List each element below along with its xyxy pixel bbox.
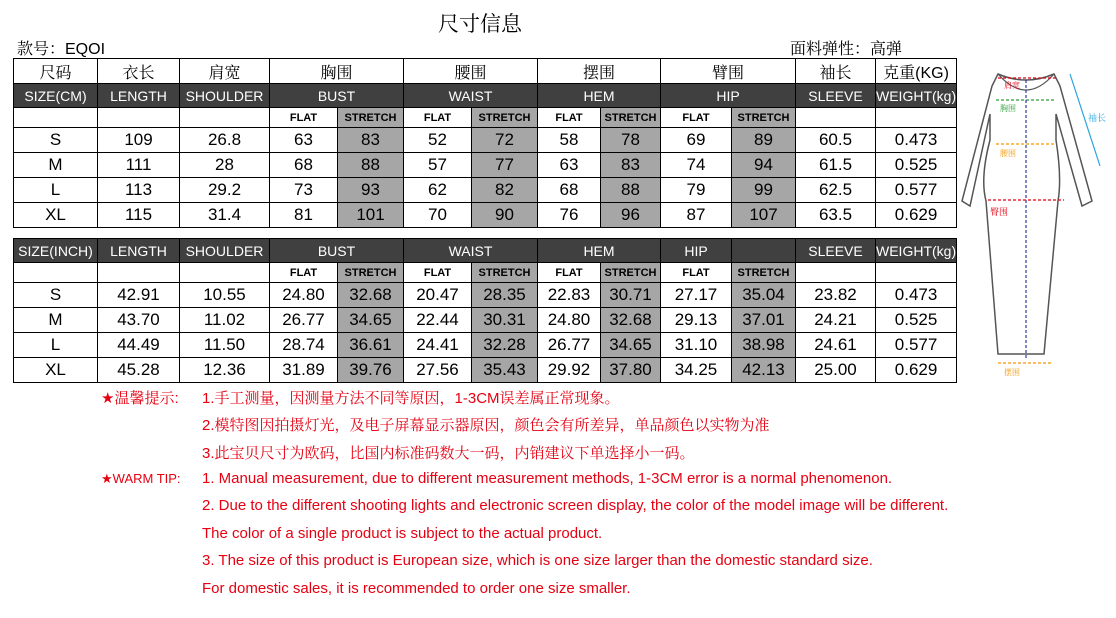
value-cell: 83 (601, 153, 661, 178)
measurement-diagram (960, 66, 1107, 391)
header-cn-waist: 腰围 (404, 59, 538, 84)
label-bust: 胸围 (1000, 104, 1016, 113)
value-cell: 27.56 (404, 358, 472, 383)
value-cell: 34.65 (338, 308, 404, 333)
value-cell: 70 (404, 203, 472, 228)
value-cell: 0.577 (876, 333, 957, 358)
label-shoulder: 肩宽 (1004, 81, 1020, 90)
header-en-hip: HIP (661, 239, 732, 263)
value-cell: 25.00 (796, 358, 876, 383)
value-cell: 60.5 (796, 128, 876, 153)
value-cell: 62 (404, 178, 472, 203)
value-cell: 38.98 (732, 333, 796, 358)
header-en-length: LENGTH (98, 239, 180, 263)
note-cn-2: 2.模特图因拍摄灯光，及电子屏幕显示器原因，颜色会有所差异，单品颜色以实物为准 (202, 417, 770, 434)
header-cn-shoulder: 肩宽 (180, 59, 270, 84)
table-row (14, 308, 957, 333)
header-en-length: LENGTH (98, 84, 180, 108)
header-cn-bust: 胸围 (270, 59, 404, 84)
warm-tip-en-label: ★WARM TIP: (101, 471, 181, 486)
table-row (14, 283, 957, 308)
value-cell: 0.629 (876, 203, 957, 228)
style-number: 款号：EQOI (17, 41, 106, 58)
label-hem: 摆围 (1004, 368, 1020, 377)
header-en-bust: BUST (270, 84, 404, 108)
header-cn-weight: 克重(KG) (876, 59, 957, 84)
value-cell: 32.28 (472, 333, 538, 358)
value-cell: 57 (404, 153, 472, 178)
value-cell: 94 (732, 153, 796, 178)
value-cell: 99 (732, 178, 796, 203)
table-row (14, 333, 957, 358)
note-en-2b: The color of a single product is subject to the actual product. (202, 525, 603, 542)
subheader-row (14, 108, 957, 128)
value-cell: 115 (98, 203, 180, 228)
note-en-1: 1. Manual measurement, due to different measurement methods, 1-3CM error is a normal phenomenon. (202, 470, 893, 487)
stretch-label: STRETCH (472, 263, 538, 283)
value-cell: 22.44 (404, 308, 472, 333)
flat-label: FLAT (538, 263, 601, 283)
value-cell: 32.68 (601, 308, 661, 333)
value-cell: 74 (661, 153, 732, 178)
value-cell: 30.31 (472, 308, 538, 333)
value-cell: 11.02 (180, 308, 270, 333)
stretch-label: STRETCH (732, 108, 796, 128)
label-waist: 腰围 (1000, 149, 1016, 158)
flat-label: FLAT (404, 263, 472, 283)
value-cell: 30.71 (601, 283, 661, 308)
value-cell: 73 (270, 178, 338, 203)
header-en-shoulder: SHOULDER (180, 239, 270, 263)
table-row (14, 203, 957, 228)
warm-tip-cn-label: ★温馨提示: (101, 390, 179, 407)
header-cn-hem: 摆围 (538, 59, 661, 84)
value-cell: 37.80 (601, 358, 661, 383)
value-cell: 43.70 (98, 308, 180, 333)
value-cell: 34.65 (601, 333, 661, 358)
page-title: 尺寸信息 (438, 13, 522, 36)
header-en-hip: HIP (661, 84, 796, 108)
note-en-3b: For domestic sales, it is recommended to order one size smaller. (202, 580, 631, 597)
value-cell: 96 (601, 203, 661, 228)
value-cell: 113 (98, 178, 180, 203)
table-row (14, 128, 957, 153)
value-cell: 88 (601, 178, 661, 203)
value-cell: 107 (732, 203, 796, 228)
header-cn-arm: 臂围 (661, 59, 796, 84)
stretch-label: STRETCH (338, 108, 404, 128)
stretch-label: STRETCH (732, 263, 796, 283)
flat-label: FLAT (661, 263, 732, 283)
size-cell: S (14, 283, 98, 308)
size-cell: L (14, 178, 98, 203)
header-en-weight: WEIGHT(kg) (876, 239, 957, 263)
value-cell: 24.80 (538, 308, 601, 333)
value-cell: 26.8 (180, 128, 270, 153)
value-cell: 72 (472, 128, 538, 153)
value-cell: 0.577 (876, 178, 957, 203)
value-cell: 78 (601, 128, 661, 153)
header-cn-length: 衣长 (98, 59, 180, 84)
value-cell: 63.5 (796, 203, 876, 228)
value-cell: 22.83 (538, 283, 601, 308)
note-cn-1: 1.手工测量，因测量方法不同等原因，1-3CM误差属正常现象。 (202, 390, 620, 407)
value-cell: 39.76 (338, 358, 404, 383)
value-cell: 26.77 (270, 308, 338, 333)
flat-label: FLAT (661, 108, 732, 128)
value-cell: 29.92 (538, 358, 601, 383)
value-cell: 24.21 (796, 308, 876, 333)
value-cell: 101 (338, 203, 404, 228)
stretch-label: STRETCH (601, 263, 661, 283)
value-cell: 81 (270, 203, 338, 228)
header-en-hem: HEM (538, 239, 661, 263)
header-en-waist: WAIST (404, 239, 538, 263)
value-cell: 24.80 (270, 283, 338, 308)
header-en-waist: WAIST (404, 84, 538, 108)
label-hip: 臀围 (990, 207, 1009, 217)
table-row (14, 358, 957, 383)
value-cell: 109 (98, 128, 180, 153)
value-cell: 28.74 (270, 333, 338, 358)
flat-label: FLAT (270, 108, 338, 128)
value-cell: 58 (538, 128, 601, 153)
value-cell: 35.43 (472, 358, 538, 383)
value-cell: 0.525 (876, 308, 957, 333)
value-cell: 0.473 (876, 128, 957, 153)
value-cell: 82 (472, 178, 538, 203)
value-cell: 28 (180, 153, 270, 178)
value-cell: 45.28 (98, 358, 180, 383)
header-en-hem: HEM (538, 84, 661, 108)
header-cn-sleeve: 袖长 (796, 59, 876, 84)
value-cell: 27.17 (661, 283, 732, 308)
value-cell: 20.47 (404, 283, 472, 308)
value-cell: 76 (538, 203, 601, 228)
value-cell: 29.13 (661, 308, 732, 333)
value-cell: 87 (661, 203, 732, 228)
table-row (14, 153, 957, 178)
value-cell: 0.629 (876, 358, 957, 383)
value-cell: 34.25 (661, 358, 732, 383)
value-cell: 83 (338, 128, 404, 153)
stretch-label: STRETCH (601, 108, 661, 128)
header-en-sleeve: SLEEVE (796, 239, 876, 263)
value-cell: 77 (472, 153, 538, 178)
value-cell: 37.01 (732, 308, 796, 333)
flat-label: FLAT (404, 108, 472, 128)
header-en-weight: WEIGHT(kg) (876, 84, 957, 108)
header-en-bust: BUST (270, 239, 404, 263)
table-row (14, 178, 957, 203)
value-cell: 31.10 (661, 333, 732, 358)
fabric-elasticity: 面料弹性：高弹 (790, 41, 903, 58)
stretch-label: STRETCH (472, 108, 538, 128)
value-cell: 61.5 (796, 153, 876, 178)
value-cell: 68 (538, 178, 601, 203)
value-cell: 0.473 (876, 283, 957, 308)
value-cell: 28.35 (472, 283, 538, 308)
value-cell: 62.5 (796, 178, 876, 203)
size-cell: XL (14, 358, 98, 383)
value-cell: 69 (661, 128, 732, 153)
value-cell: 36.61 (338, 333, 404, 358)
size-cell: XL (14, 203, 98, 228)
value-cell: 111 (98, 153, 180, 178)
size-table-cm (13, 58, 957, 228)
size-table-inch (13, 238, 957, 383)
value-cell: 24.61 (796, 333, 876, 358)
value-cell: 79 (661, 178, 732, 203)
value-cell: 23.82 (796, 283, 876, 308)
value-cell: 0.525 (876, 153, 957, 178)
value-cell: 29.2 (180, 178, 270, 203)
value-cell: 44.49 (98, 333, 180, 358)
header-cn-size: 尺码 (14, 59, 98, 84)
header-empty (732, 239, 796, 263)
value-cell: 35.04 (732, 283, 796, 308)
flat-label: FLAT (538, 108, 601, 128)
value-cell: 42.13 (732, 358, 796, 383)
label-sleeve: 袖长 (1088, 113, 1107, 123)
size-cell: S (14, 128, 98, 153)
header-en-size: SIZE(INCH) (14, 239, 98, 263)
value-cell: 31.4 (180, 203, 270, 228)
value-cell: 24.41 (404, 333, 472, 358)
flat-label: FLAT (270, 263, 338, 283)
value-cell: 31.89 (270, 358, 338, 383)
note-en-3: 3. The size of this product is European size, which is one size larger than the domestic standard size. (202, 552, 873, 569)
note-cn-3: 3.此宝贝尺寸为欧码，比国内标准码数大一码，内销建议下单选择小一码。 (202, 445, 695, 462)
value-cell: 89 (732, 128, 796, 153)
value-cell: 63 (538, 153, 601, 178)
value-cell: 93 (338, 178, 404, 203)
value-cell: 10.55 (180, 283, 270, 308)
size-cell: M (14, 308, 98, 333)
value-cell: 90 (472, 203, 538, 228)
stretch-label: STRETCH (338, 263, 404, 283)
header-en-shoulder: SHOULDER (180, 84, 270, 108)
value-cell: 63 (270, 128, 338, 153)
header-en-size: SIZE(CM) (14, 84, 98, 108)
subheader-row (14, 263, 957, 283)
value-cell: 88 (338, 153, 404, 178)
value-cell: 12.36 (180, 358, 270, 383)
size-cell: L (14, 333, 98, 358)
size-cell: M (14, 153, 98, 178)
note-en-2: 2. Due to the different shooting lights and electronic screen display, the color of the model image will be different. (202, 497, 949, 514)
value-cell: 52 (404, 128, 472, 153)
value-cell: 26.77 (538, 333, 601, 358)
header-en-sleeve: SLEEVE (796, 84, 876, 108)
value-cell: 42.91 (98, 283, 180, 308)
value-cell: 32.68 (338, 283, 404, 308)
dress-outline-icon (960, 66, 1107, 386)
value-cell: 11.50 (180, 333, 270, 358)
value-cell: 68 (270, 153, 338, 178)
